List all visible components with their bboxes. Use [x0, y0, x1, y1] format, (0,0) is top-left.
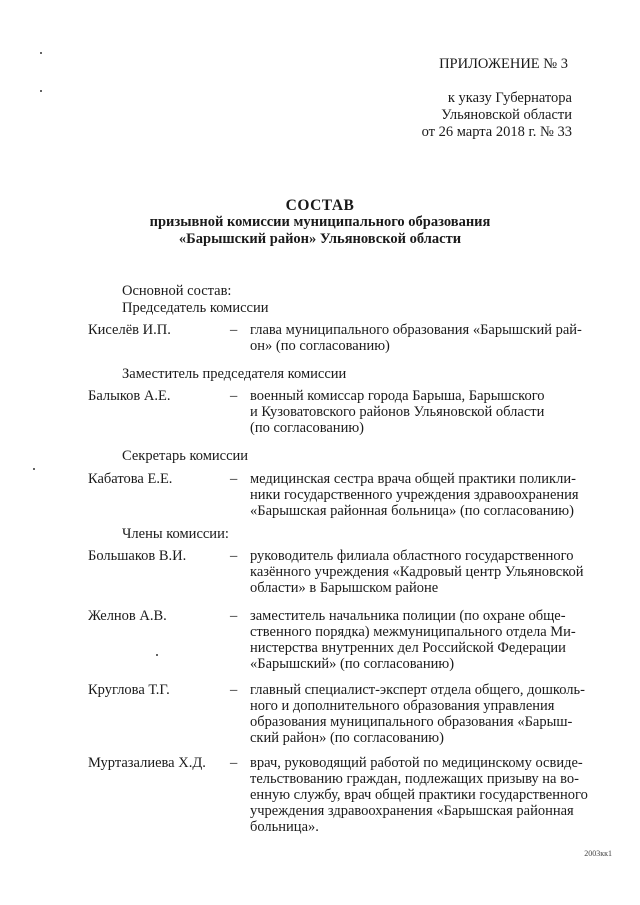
position-line: «Барышская районная больница» (по согласованию) — [250, 503, 574, 519]
section-deputy: Заместитель председателя комиссии — [122, 366, 347, 382]
position-line: области» в Барышском районе — [250, 580, 439, 596]
scan-speck — [33, 468, 35, 470]
position-line: и Кузоватовского районов Ульяновской области — [250, 404, 545, 420]
position-line: врач, руководящий работой по медицинскому освиде- — [250, 755, 583, 771]
decree-line: к указу Губернатора — [447, 90, 572, 106]
dash-separator: – — [230, 608, 238, 624]
position-line: учреждения здравоохранения «Барышская районная — [250, 803, 574, 819]
position-line: ский район» (по согласованию) — [250, 730, 444, 746]
scan-speck — [156, 654, 158, 656]
section-members: Члены комиссии: — [122, 526, 229, 542]
member-position — [250, 755, 608, 835]
section-chairman: Председатель комиссии — [122, 300, 269, 316]
dash-separator: – — [230, 755, 238, 771]
scan-speck — [40, 90, 42, 92]
position-line: тельствованию граждан, подлежащих призыву на во- — [250, 771, 579, 787]
subtitle-line: «Барышский район» Ульяновской области — [178, 231, 462, 247]
document-title: СОСТАВ — [285, 197, 355, 214]
position-line: руководитель филиала областного государственного — [250, 548, 574, 564]
position-line: глава муниципального образования «Барышский рай- — [250, 322, 582, 338]
decree-reference — [422, 90, 572, 141]
scan-speck — [40, 52, 42, 54]
dash-separator: – — [230, 471, 238, 487]
member-name: Киселёв И.П. — [88, 322, 171, 338]
member-position — [250, 471, 608, 519]
subtitle-line: призывной комиссии муниципального образования — [149, 214, 491, 230]
dash-separator: – — [230, 548, 238, 564]
position-line: (по согласованию) — [250, 420, 364, 436]
position-line: «Барышский» (по согласованию) — [250, 656, 455, 672]
member-position — [250, 548, 608, 596]
member-name: Муртазалиева Х.Д. — [88, 755, 206, 771]
position-line: ники государственного учреждения здравоохранения — [250, 487, 579, 503]
position-line: образования муниципального образования «Барыш- — [250, 714, 573, 730]
position-line: военный комиссар города Барыша, Барышского — [250, 388, 545, 404]
section-secretary: Секретарь комиссии — [122, 448, 249, 464]
position-line: ного и дополнительного образования управления — [250, 698, 555, 714]
position-line: заместитель начальника полиции (по охране обще- — [250, 608, 566, 624]
member-position — [250, 608, 608, 672]
position-line: казённого учреждения «Кадровый центр Ульяновской — [250, 564, 584, 580]
position-line: главный специалист-эксперт отдела общего, дошколь- — [250, 682, 585, 698]
position-line: нистерства внутренних дел Российской Федерации — [250, 640, 566, 656]
position-line: больница». — [250, 819, 319, 835]
section-main-composition: Основной состав: — [122, 283, 232, 299]
member-position — [250, 682, 608, 746]
position-line: он» (по согласованию) — [250, 338, 390, 354]
member-name: Большаков В.И. — [88, 548, 187, 564]
document-code: 2003кк1 — [584, 849, 612, 858]
position-line: медицинская сестра врача общей практики поликли- — [250, 471, 576, 487]
document-subtitle — [0, 214, 640, 248]
dash-separator: – — [230, 388, 238, 404]
position-line: енную службу, врач общей практики государственного — [250, 787, 588, 803]
member-position — [250, 322, 608, 354]
member-name: Кабатова Е.Е. — [88, 471, 173, 487]
annex-label: ПРИЛОЖЕНИЕ № 3 — [439, 56, 568, 72]
member-name: Балыков А.Е. — [88, 388, 171, 404]
decree-line: от 26 марта 2018 г. № 33 — [421, 124, 572, 140]
member-position — [250, 388, 608, 436]
decree-line: Ульяновской области — [441, 107, 572, 123]
position-line: ственного порядка) межмуниципального отдела Ми- — [250, 624, 576, 640]
member-name: Круглова Т.Г. — [88, 682, 170, 698]
member-name: Желнов А.В. — [88, 608, 167, 624]
dash-separator: – — [230, 322, 238, 338]
dash-separator: – — [230, 682, 238, 698]
